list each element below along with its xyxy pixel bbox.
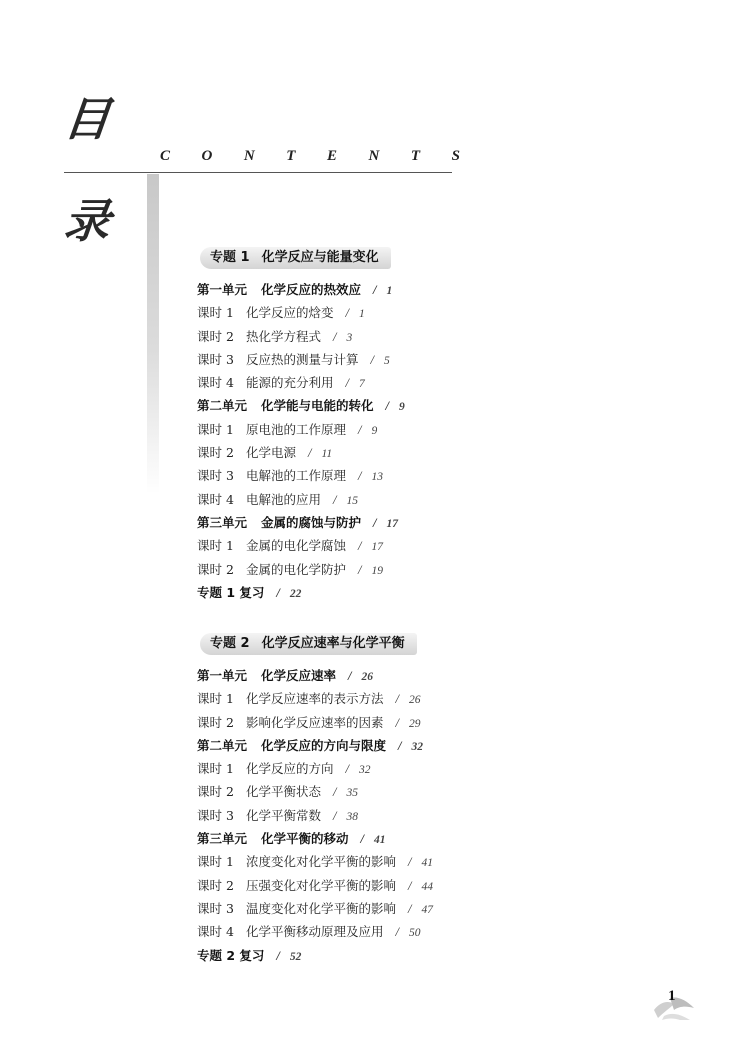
entry-page-number: 19	[371, 564, 383, 577]
entry-title: 压强变化对化学平衡的影响	[245, 877, 396, 893]
toc-lesson-entry[interactable]	[197, 850, 497, 873]
entry-page-number: 9	[399, 401, 405, 414]
entry-page-number: 22	[289, 587, 302, 600]
entry-prefix: 第二单元	[197, 737, 248, 753]
entry-title: 化学平衡状态	[245, 784, 321, 800]
entry-page-number: 44	[421, 880, 433, 893]
entry-prefix: 课时 4	[197, 924, 234, 940]
entry-prefix: 课时 4	[197, 491, 234, 507]
toc-lesson-entry[interactable]	[197, 325, 497, 348]
entry-title: 化学反应的热效应	[261, 282, 362, 297]
entry-prefix: 课时 3	[197, 468, 234, 484]
entry-separator: /	[373, 515, 377, 530]
toc-unit-entry[interactable]	[197, 278, 497, 301]
entry-separator: /	[332, 808, 337, 823]
entry-title: 金属的电化学防护	[245, 561, 346, 577]
entry-prefix: 第三单元	[197, 514, 248, 530]
contents-letter: E	[327, 148, 338, 164]
toc-section-1	[197, 244, 497, 604]
toc-unit-entry[interactable]	[197, 511, 497, 534]
decorative-gradient-bar	[147, 174, 159, 494]
topic-heading[interactable]	[200, 247, 391, 269]
toc-review-entry[interactable]	[197, 944, 497, 967]
entry-title: 电解池的应用	[245, 491, 321, 507]
entry-page-number: 29	[408, 717, 421, 730]
entry-title: 化学反应速率的表示方法	[245, 691, 384, 707]
contents-letter: N	[368, 148, 380, 164]
entry-page-number: 5	[383, 354, 390, 367]
entry-separator: /	[395, 715, 399, 730]
entry-separator: /	[332, 785, 337, 800]
contents-letter: C	[160, 148, 171, 164]
toc-lesson-entry[interactable]	[197, 874, 497, 897]
toc-lesson-entry[interactable]	[197, 897, 497, 920]
entry-page-number: 11	[321, 448, 333, 461]
entry-prefix: 课时 2	[197, 445, 234, 461]
entry-page-number: 1	[386, 285, 393, 297]
entry-prefix: 课时 2	[197, 328, 234, 344]
entry-separator: /	[357, 562, 362, 577]
entry-separator: /	[332, 329, 337, 344]
entry-page-number: 13	[371, 471, 383, 484]
toc-lesson-entry[interactable]	[197, 534, 497, 557]
entry-prefix: 课时 1	[197, 761, 234, 777]
toc-lesson-entry[interactable]	[197, 757, 497, 780]
toc-lesson-entry[interactable]	[197, 301, 497, 324]
entry-page-number: 15	[346, 494, 358, 507]
entry-title: 反应热的测量与计算	[245, 351, 359, 367]
entry-separator: /	[373, 283, 377, 297]
entry-prefix: 课时 2	[197, 714, 234, 730]
entry-prefix: 课时 3	[197, 351, 234, 367]
entry-separator: /	[345, 762, 349, 777]
entry-prefix: 课时 4	[197, 375, 234, 391]
entry-separator: /	[357, 539, 362, 554]
entry-page-number: 7	[358, 378, 365, 391]
toc-unit-entry[interactable]	[197, 827, 497, 850]
entry-page-number: 32	[411, 740, 424, 753]
header-divider	[64, 172, 452, 173]
entry-separator: /	[407, 901, 412, 916]
entry-page-number: 35	[346, 787, 358, 800]
entry-separator: /	[307, 446, 312, 461]
toc-unit-entry[interactable]	[197, 394, 497, 417]
entry-title: 金属的腐蚀与防护	[261, 514, 362, 530]
entry-page-number: 9	[371, 424, 378, 437]
entry-title: 化学平衡常数	[245, 807, 321, 823]
toc-lesson-entry[interactable]	[197, 464, 497, 487]
entry-separator: /	[370, 352, 374, 367]
entry-separator: /	[276, 585, 280, 600]
entry-prefix: 课时 2	[197, 561, 234, 577]
topic-title: 化学反应速率与化学平衡	[261, 636, 405, 651]
entry-separator: /	[348, 669, 352, 683]
entry-prefix: 课时 3	[197, 807, 234, 823]
entry-separator: /	[276, 948, 280, 963]
entry-page-number: 38	[346, 810, 358, 823]
contents-letter: T	[286, 148, 296, 164]
entry-title: 电解池的工作原理	[245, 468, 346, 484]
toc-lesson-entry[interactable]	[197, 488, 497, 511]
entry-title: 影响化学反应速率的因素	[245, 714, 384, 730]
entry-separator: /	[407, 855, 412, 870]
entry-title: 原电池的工作原理	[245, 421, 346, 437]
entry-title: 金属的电化学腐蚀	[245, 538, 346, 554]
contents-letter: N	[243, 148, 255, 164]
entry-page-number: 32	[358, 764, 371, 777]
toc-unit-entry[interactable]	[197, 734, 497, 757]
entry-title: 温度变化对化学平衡的影响	[245, 900, 396, 916]
entry-prefix: 第三单元	[197, 831, 248, 847]
entry-page-number: 17	[371, 541, 383, 554]
toc-lesson-entry[interactable]	[197, 441, 497, 464]
toc-lesson-entry[interactable]	[197, 711, 497, 734]
entry-page-number: 3	[346, 331, 353, 344]
entry-prefix: 课时 1	[197, 305, 234, 321]
entry-prefix: 课时 1	[197, 421, 234, 437]
entry-separator: /	[407, 878, 412, 893]
toc-lesson-entry[interactable]	[197, 418, 497, 441]
contents-heading	[160, 148, 460, 165]
entry-prefix: 课时 2	[197, 877, 234, 893]
title-character-lu: 录	[61, 194, 113, 248]
entry-title: 浓度变化对化学平衡的影响	[245, 854, 396, 870]
toc-lesson-entry[interactable]	[197, 558, 497, 581]
entry-prefix: 课时 1	[197, 538, 234, 554]
entry-page-number: 26	[408, 694, 421, 707]
entry-prefix: 第一单元	[197, 668, 248, 683]
entry-page-number: 17	[386, 517, 399, 530]
toc-unit-entry[interactable]	[197, 664, 497, 687]
toc-lesson-entry[interactable]	[197, 780, 497, 803]
topic-number: 专题 1	[210, 250, 250, 265]
toc-review-entry[interactable]	[197, 581, 497, 604]
entry-prefix: 第一单元	[197, 282, 248, 297]
contents-letter: T	[410, 148, 421, 164]
entry-page-number: 50	[408, 927, 421, 940]
toc-lesson-entry[interactable]	[197, 371, 497, 394]
entry-title: 专题 2 复习	[197, 947, 265, 963]
entry-title: 化学能与电能的转化	[261, 398, 374, 414]
entry-separator: /	[395, 692, 399, 707]
topic-title: 化学反应与能量变化	[261, 250, 379, 265]
entry-title: 化学电源	[245, 445, 296, 461]
toc-lesson-entry[interactable]	[197, 920, 497, 943]
entry-separator: /	[345, 306, 349, 321]
entry-prefix: 课时 2	[197, 784, 234, 800]
toc-section-2	[197, 630, 497, 967]
entry-title: 专题 1 复习	[197, 584, 265, 600]
entry-title: 热化学方程式	[245, 328, 321, 344]
entry-page-number: 52	[289, 950, 302, 963]
entry-title: 化学反应的焓变	[245, 305, 334, 321]
entry-title: 化学平衡移动原理及应用	[245, 924, 384, 940]
entry-separator: /	[385, 399, 390, 414]
entry-separator: /	[357, 422, 362, 437]
topic-heading[interactable]	[200, 633, 417, 655]
entry-prefix: 第二单元	[197, 398, 248, 414]
toc-lesson-entry[interactable]	[197, 687, 497, 710]
toc-lesson-entry[interactable]	[197, 348, 497, 371]
entry-separator: /	[360, 832, 365, 847]
page-number: 1	[668, 988, 676, 1004]
entry-separator: /	[398, 738, 402, 753]
entry-page-number: 26	[361, 671, 374, 683]
entry-page-number: 41	[421, 857, 433, 870]
toc-lesson-entry[interactable]	[197, 804, 497, 827]
entry-title: 化学平衡的移动	[261, 831, 349, 847]
entry-separator: /	[395, 925, 399, 940]
entry-prefix: 课时 3	[197, 900, 234, 916]
topic-number: 专题 2	[210, 636, 250, 651]
entry-separator: /	[357, 469, 362, 484]
title-character-mu: 目	[61, 92, 113, 146]
entry-prefix: 课时 1	[197, 854, 234, 870]
entry-page-number: 1	[358, 308, 365, 321]
entry-title: 化学反应的方向	[245, 761, 334, 777]
entry-page-number: 41	[374, 834, 386, 847]
entry-separator: /	[332, 492, 337, 507]
entry-title: 能源的充分利用	[245, 375, 334, 391]
entry-page-number: 47	[421, 903, 433, 916]
entry-title: 化学反应的方向与限度	[261, 737, 387, 753]
entry-prefix: 课时 1	[197, 691, 234, 707]
entry-separator: /	[345, 376, 349, 391]
contents-letter: S	[451, 148, 460, 164]
contents-letter: O	[201, 148, 213, 164]
entry-title: 化学反应速率	[261, 668, 337, 683]
